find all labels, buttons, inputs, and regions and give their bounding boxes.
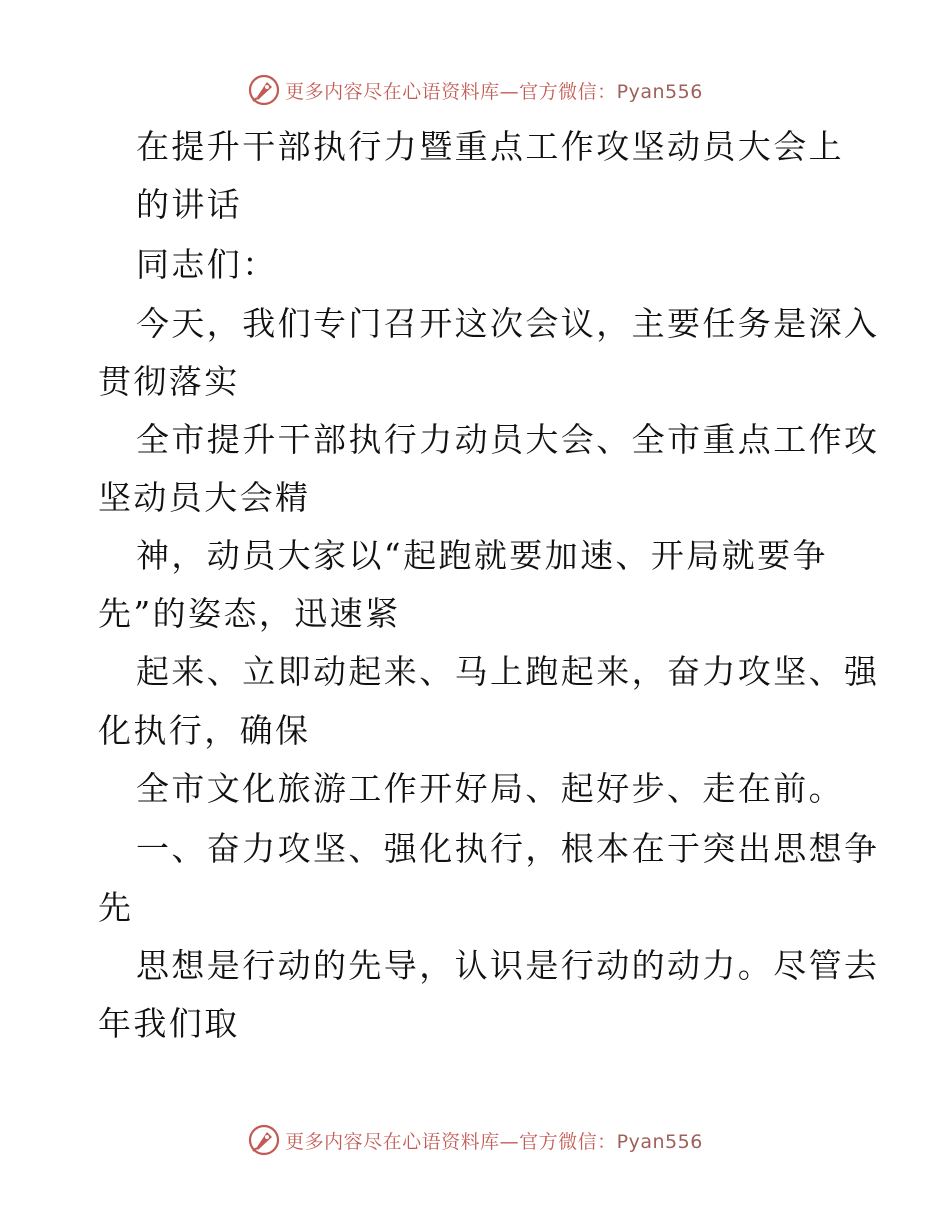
watermark-text: 更多内容尽在心语资料库—官方微信：Pyan556: [285, 1130, 703, 1153]
body-line: 今天，我们专门召开这次会议，主要任务是深入: [136, 304, 880, 343]
body-line: 全市文化旅游工作开好局、起好步、走在前。: [136, 769, 844, 808]
pen-nib-logo-icon: [247, 1123, 281, 1157]
body-line: 坚动员大会精: [98, 478, 311, 517]
body-line: 贯彻落实: [98, 362, 240, 401]
body-line: 思想是行动的先导，认识是行动的动力。尽管去: [136, 946, 880, 985]
salutation: 同志们：: [136, 245, 278, 284]
footer-watermark: [0, 1120, 950, 1160]
body-line: 年我们取: [98, 1004, 240, 1043]
title-line-2: 的讲话: [136, 185, 243, 224]
watermark-text: 更多内容尽在心语资料库—官方微信：Pyan556: [285, 80, 703, 103]
title-line-1: 在提升干部执行力暨重点工作攻坚动员大会上: [136, 127, 844, 166]
body-line: 全市提升干部执行力动员大会、全市重点工作攻: [136, 420, 880, 459]
watermark-wechat-id: Pyan556: [616, 80, 703, 103]
watermark-wechat-id: Pyan556: [616, 1130, 703, 1153]
section-heading-cont: 先: [98, 888, 134, 927]
body-line: 神，动员大家以“起跑就要加速、开局就要争: [136, 536, 828, 575]
body-line: 先”的姿态，迅速紧: [98, 594, 401, 633]
section-heading: 一、奋力攻坚、强化执行，根本在于突出思想争: [136, 829, 880, 868]
body-line: 起来、立即动起来、马上跑起来，奋力攻坚、强: [136, 652, 880, 691]
body-line: 化执行，确保: [98, 711, 311, 750]
